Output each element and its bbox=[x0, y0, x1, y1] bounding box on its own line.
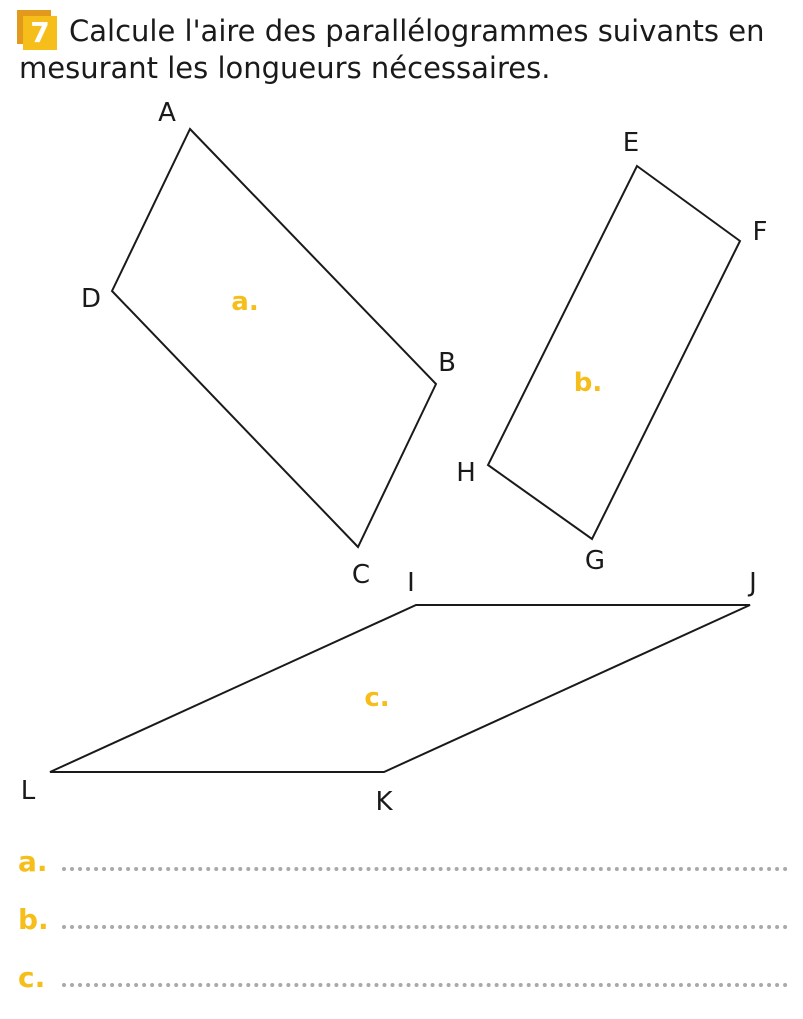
answer-label-b: b. bbox=[18, 903, 49, 936]
parallelogram-c bbox=[21, 568, 757, 817]
vertex-label-g: G bbox=[584, 546, 606, 576]
parallelogram-b-shape bbox=[488, 166, 740, 539]
exercise-instruction: Calcule l'aire des parallélogrammes suivants en mesurant les longueurs nécessaires. bbox=[19, 14, 765, 85]
vertex-label-d: D bbox=[80, 284, 102, 314]
parallelogram-a-shape bbox=[112, 129, 436, 547]
figure-label-c: c. bbox=[364, 683, 390, 713]
vertex-label-l: L bbox=[20, 776, 36, 806]
parallelogram-c-shape bbox=[50, 605, 750, 772]
vertex-label-j: J bbox=[749, 568, 757, 598]
vertex-label-e: E bbox=[622, 128, 640, 158]
parallelogram-b bbox=[456, 128, 767, 576]
vertex-label-c: C bbox=[351, 560, 371, 590]
answer-row-c bbox=[18, 961, 788, 1019]
answer-label-c: c. bbox=[18, 961, 46, 994]
vertex-label-i: I bbox=[407, 568, 415, 598]
answer-row-b bbox=[18, 903, 788, 961]
vertex-label-a: A bbox=[158, 98, 176, 128]
answer-lines bbox=[18, 845, 788, 1019]
vertex-label-f: F bbox=[752, 217, 768, 247]
exercise-number: 7 bbox=[23, 16, 57, 50]
answer-field-c[interactable] bbox=[62, 979, 788, 987]
answer-field-a[interactable] bbox=[62, 863, 788, 871]
answer-row-a bbox=[18, 845, 788, 903]
vertex-label-h: H bbox=[456, 458, 476, 488]
figure-label-a: a. bbox=[231, 287, 259, 317]
figure-label-b: b. bbox=[573, 368, 603, 398]
parallelogram-a bbox=[81, 98, 456, 590]
vertex-label-b: B bbox=[438, 348, 456, 378]
answer-label-a: a. bbox=[18, 845, 48, 878]
answer-field-b[interactable] bbox=[62, 921, 788, 929]
vertex-label-k: K bbox=[375, 787, 393, 817]
